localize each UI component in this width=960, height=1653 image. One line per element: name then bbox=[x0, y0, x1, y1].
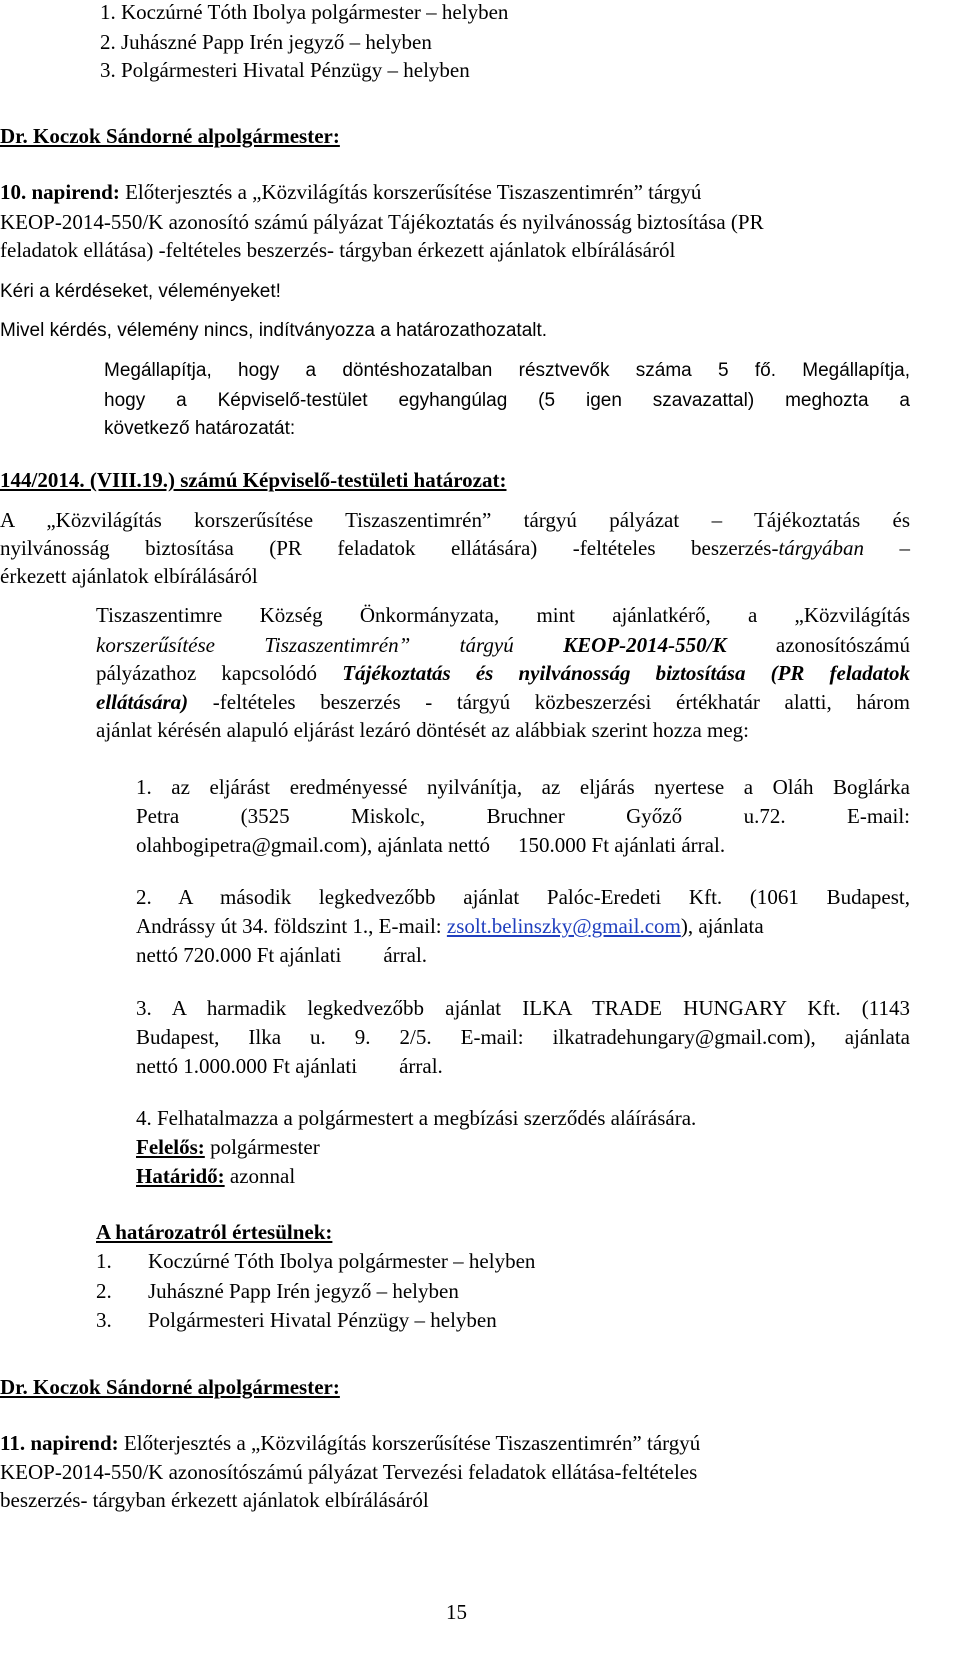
no-questions-text: Mivel kérdés, vélemény nincs, indítványozza a határozathozatalt. bbox=[0, 320, 548, 341]
point-3-line-2: Budapest, Ilka u. 9. 2/5. E-mail: ilkatradehungary@gmail.com), ajánlata bbox=[136, 1025, 910, 1049]
top-list-item-3: 3. Polgármesteri Hivatal Pénzügy – helyben bbox=[100, 58, 470, 82]
point-1-line-2 bbox=[136, 804, 910, 828]
vote-statement-2: Megállapítja, bbox=[802, 360, 911, 381]
body-project-code: KEOP-2014-550/K bbox=[563, 633, 727, 657]
body-italic-title: korszerűsítése Tiszaszentimrén” bbox=[96, 633, 411, 657]
top-list-item-2: 2. Juhászné Papp Irén jegyző – helyben bbox=[100, 30, 432, 54]
top-list-item-1: 1. Koczúrné Tóth Ibolya polgármester – helyben bbox=[100, 0, 509, 24]
notify-item-3 bbox=[96, 1308, 497, 1332]
agenda-11-line-3: beszerzés- tárgyban érkezett ajánlatok elbírálásáról bbox=[0, 1488, 429, 1512]
point-3-line-3 bbox=[136, 1054, 443, 1078]
subject-italic: tárgyában bbox=[778, 536, 865, 560]
speaker-heading-2: Dr. Koczok Sándorné alpolgármester: bbox=[0, 1375, 340, 1399]
agenda-11-title-start: Előterjesztés a „Közvilágítás korszerűsítése Tiszaszentimrén” tárgyú bbox=[118, 1431, 701, 1455]
p1-part-e: u.72. bbox=[743, 804, 786, 828]
notify-item-1 bbox=[96, 1249, 535, 1273]
p3-price-label: nettó 1.000.000 Ft ajánlati bbox=[136, 1054, 358, 1078]
page-number: 15 bbox=[446, 1600, 467, 1624]
p1-price-label: olahbogipetra@gmail.com), ajánlata nettó bbox=[136, 833, 491, 857]
resolution-body-line-3 bbox=[96, 661, 910, 685]
point-2-line-3 bbox=[136, 943, 427, 967]
agenda-10-line-3: feladatok ellátása) -feltételes beszerzés- tárgyban érkezett ajánlatok elbírálásáról bbox=[0, 238, 676, 262]
point-3-line-1: 3. A harmadik legkedvezőbb ajánlat ILKA TRADE HUNGARY Kft. (1143 bbox=[136, 996, 910, 1020]
resolution-title: 144/2014. (VIII.19.) számú Képviselő-testületi határozat: bbox=[0, 468, 507, 492]
resolution-subject-line-1: A „Közvilágítás korszerűsítése Tiszaszentimrén” tárgyú pályázat – Tájékoztatás és bbox=[0, 508, 910, 532]
point-1-line-3 bbox=[136, 833, 725, 857]
p1-price-value: 150.000 Ft ajánlati árral. bbox=[518, 833, 726, 857]
body-id-word: azonosítószámú bbox=[775, 633, 911, 657]
agenda-10-title-start: Előterjesztés a „Közvilágítás korszerűsítése Tiszaszentimrén” tárgyú bbox=[119, 180, 702, 204]
notify-num-2: 2. bbox=[96, 1279, 112, 1303]
notify-num-1: 1. bbox=[96, 1249, 112, 1273]
p1-part-f: E-mail: bbox=[847, 804, 910, 828]
vote-line-1 bbox=[104, 360, 910, 382]
agenda-11-line-1 bbox=[0, 1431, 700, 1455]
agenda-10-number: 10. napirend: bbox=[0, 180, 120, 204]
resolution-subject-line-2 bbox=[0, 536, 910, 560]
resolution-body-line-4 bbox=[96, 690, 910, 714]
notify-text-3: Polgármesteri Hivatal Pénzügy – helyben bbox=[148, 1308, 497, 1332]
notify-num-3: 3. bbox=[96, 1308, 112, 1332]
deadline-label: Határidő: bbox=[136, 1164, 225, 1188]
p3-price-unit: árral. bbox=[399, 1054, 443, 1078]
notify-text-1: Koczúrné Tóth Ibolya polgármester – helyben bbox=[148, 1249, 536, 1273]
body-bold-italic: Tájékoztatás és nyilvánosság biztosítása (PR feladatok bbox=[342, 661, 911, 685]
body-bold-italic-end: ellátására) bbox=[96, 690, 189, 714]
point-2-line-2 bbox=[136, 914, 764, 938]
notify-item-2 bbox=[96, 1279, 459, 1303]
point-2-line-1: 2. A második legkedvezőbb ajánlat Palóc-Eredeti Kft. (1061 Budapest, bbox=[136, 885, 910, 909]
p1-part-a: Petra (3525 bbox=[136, 804, 290, 828]
p2-price-label: nettó 720.000 Ft ajánlati bbox=[136, 943, 342, 967]
point-4: 4. Felhatalmazza a polgármestert a megbízási szerződés aláírására. bbox=[136, 1106, 697, 1130]
body-text-2: -feltételes beszerzés - tárgyú közbeszerzési értékhatár alatti, három bbox=[212, 690, 911, 714]
deadline-line bbox=[136, 1164, 295, 1188]
vote-statement-1: Megállapítja, hogy a döntéshozatalban résztvevők száma 5 fő. bbox=[104, 360, 776, 381]
resolution-body-line-1: Tiszaszentimre Község Önkormányzata, mint ajánlatkérő, a „Közvilágítás bbox=[96, 603, 910, 627]
agenda-10-line-2: KEOP-2014-550/K azonosító számú pályázat Tájékoztatás és nyilvánosság biztosítása (PR bbox=[0, 210, 764, 234]
p1-part-b: Miskolc, bbox=[351, 804, 426, 828]
responsible-line bbox=[136, 1135, 320, 1159]
agenda-10-line-1 bbox=[0, 180, 701, 204]
resolution-subject-line-3: érkezett ajánlatok elbírálásáról bbox=[0, 564, 258, 588]
responsible-label: Felelős: bbox=[136, 1135, 205, 1159]
resolution-body-line-2 bbox=[96, 633, 910, 657]
responsible-value: polgármester bbox=[204, 1135, 320, 1159]
body-italic-word: tárgyú bbox=[459, 633, 514, 657]
resolution-body-line-5: ajánlat kérésén alapuló eljárást lezáró döntését az alábbiak szerint hozza meg: bbox=[96, 718, 750, 742]
p2-offer: ), ajánlata bbox=[680, 914, 764, 938]
subject-text: nyilvánosság biztosítása (PR feladatok ellátására) -feltételes beszerzés- bbox=[0, 536, 779, 560]
p2-price-unit: árral. bbox=[383, 943, 428, 967]
vote-line-3: következő határozatát: bbox=[104, 418, 296, 439]
deadline-value: azonnal bbox=[224, 1164, 296, 1188]
notify-text-2: Juhászné Papp Irén jegyző – helyben bbox=[148, 1279, 459, 1303]
notify-title: A határozatról értesülnek: bbox=[96, 1220, 333, 1244]
subject-dash: – bbox=[899, 536, 910, 560]
p2-address: Andrássy út 34. földszint 1., E-mail: bbox=[136, 914, 442, 938]
p1-part-c: Bruchner bbox=[486, 804, 565, 828]
questions-text: Kéri a kérdéseket, véleményeket! bbox=[0, 281, 281, 302]
point-1-line-1: 1. az eljárást eredményessé nyilvánítja, az eljárás nyertese a Oláh Boglárka bbox=[136, 775, 910, 799]
agenda-11-line-2: KEOP-2014-550/K azonosítószámú pályázat Tervezési feladatok ellátása-feltételes bbox=[0, 1460, 698, 1484]
agenda-11-number: 11. napirend: bbox=[0, 1431, 119, 1455]
speaker-heading-1: Dr. Koczok Sándorné alpolgármester: bbox=[0, 124, 340, 148]
email-link[interactable]: zsolt.belinszky@gmail.com bbox=[446, 914, 681, 938]
body-text: pályázathoz kapcsolódó bbox=[96, 661, 318, 685]
p1-part-d: Győző bbox=[626, 804, 683, 828]
vote-line-2: hogy a Képviselő-testület egyhangúlag (5 igen szavazattal) meghozta a bbox=[104, 390, 910, 411]
